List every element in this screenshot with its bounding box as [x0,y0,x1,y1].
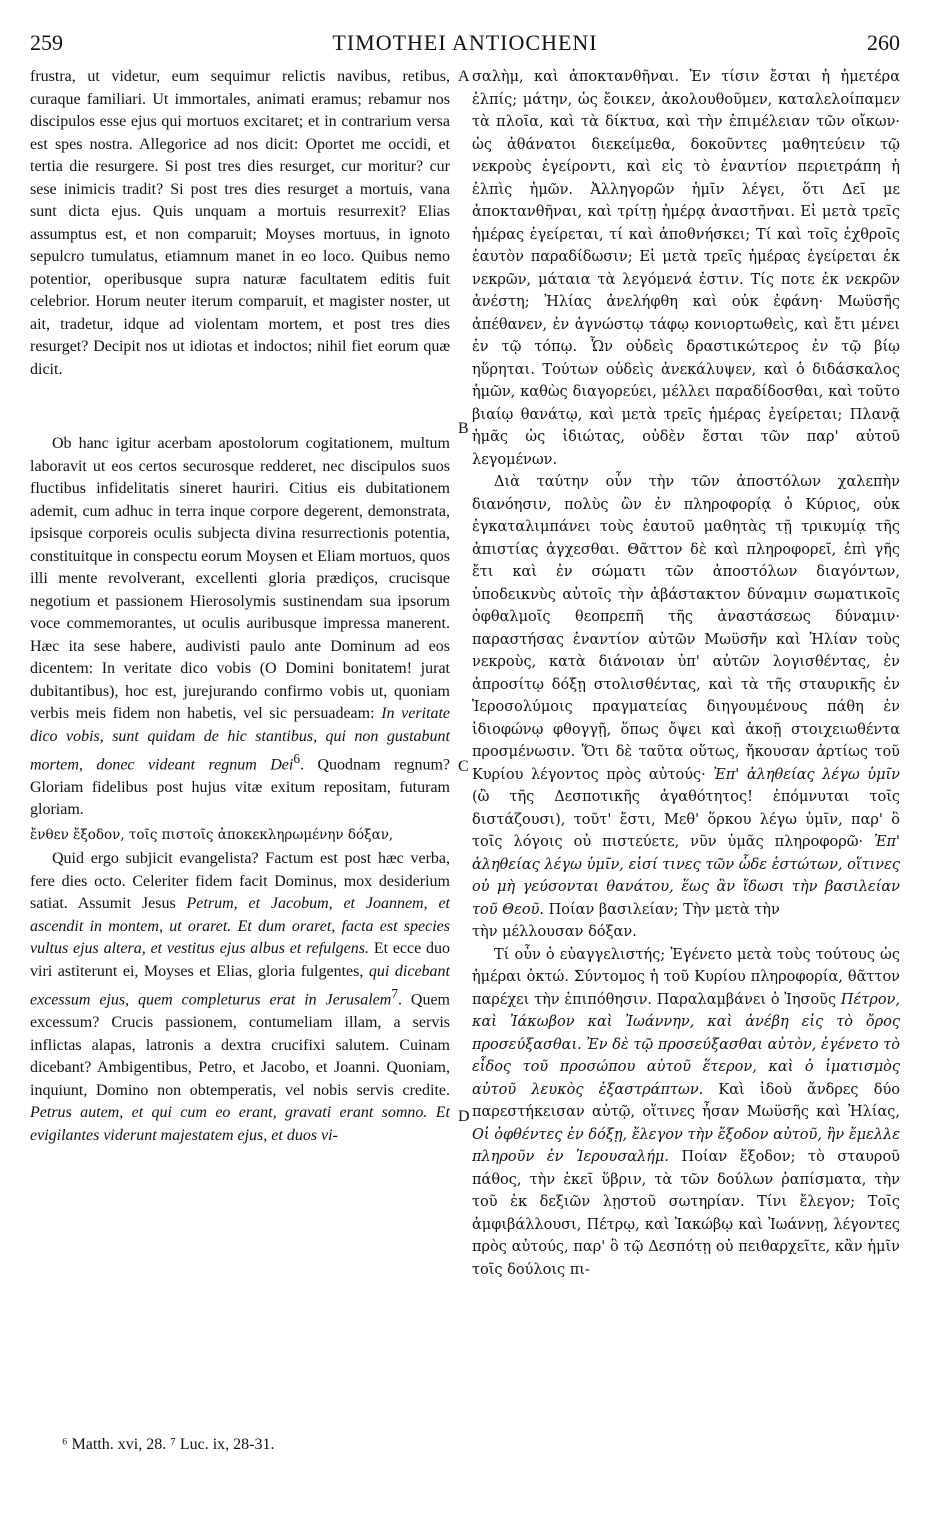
latin-text: . Quodnam regnum? Gloriam fidelibus post hujus vitæ exitum repositam, futuram gloriam. [30,756,450,819]
greek-quote: Οἱ ὀφθέντες ἐν δόξῃ, ἔλεγον τὴν ἔξοδον αὐτοῦ, ἣν ἔμελλε πληροῦν ἐν Ἱερουσαλήμ. [472,1126,900,1165]
greek-paragraph-3 [472,944,900,1282]
latin-text: Et ecce duo viri astiterunt ei, Moyses et Elias, gloria fulgentes, [30,940,451,980]
latin-text: Quid ergo subjicit evangelista? Factum est post hæc verba, fere dies octo. Celeriter fidem facit Dominus, mox desiderium satiat. Assumit Jesus [30,850,450,913]
paragraph-gap [30,381,450,433]
margin-letter-c: C [458,758,469,775]
greek-quote: Ἐπ' ἀληθείας λέγω ὑμῖν, εἰσί τινες τῶν ὧδε ἑστώτων, οἵτινες οὐ μὴ γεύσονται θανάτου, ἕως ἂν ἴδωσι τὴν βασιλείαν τοῦ Θεοῦ. [472,834,900,918]
latin-paragraph-3 [30,848,450,1147]
latin-text: Ob hanc igitur acerbam apostolorum cogitationem, multum laboravit ut eos certos securosque redderet, nec discipulos suos fluctibus infidelitatis sineret hauriri. Citius eis dubitationem ademit, cum adhuc in terra inque corpore degerent, demonstrata, ipsisque corporeis oculis subjecta divina resurrectionis potentia, constituitque in conspectu eorum Moysen et Eliam mortuos, quos illi mente revolverant, excellenti gloria prædiços, crucisque negotium et passionem Hierosolymis sustinendam sua ipsorum voce commemorantes, ut oculis auribusque impressa manerent. Hæc ita sese habere, audivisti paulo ante Dominum ad eos dicentem: In veritate dico vobis (O Domini bonitatem! jurat dubitantibus), hoc est, jurejurando confirmo vobis ut, quoniam verbis meis fidem non habetis, vel sic persuadeam: [30,435,450,722]
latin-paragraph-2 [30,433,450,822]
greek-paragraph-1: σαλὴμ, καὶ ἀποκτανθῆναι. Ἐν τίσιν ἔσται ἡ ἡμετέρα ἐλπίς; μάτην, ὡς ἔοικεν, ἀκολουθοῦμεν, καταλελοίπαμεν τὰ πλοῖα, καὶ τὰ δίκτυα, καὶ τὴν ἐπιμέλειαν τῶν οἴκων· ὡς ἀθάνατοι διεκείμεθα, δοκοῦντες μαθητεύειν τῷ νεκροὺς ἐγείροντι, καὶ εἰς τὸ ἐναντίον περιετράπη ἡ ἐλπὶς ἡμῶν. Ἀλληγορῶν ἡμῖν λέγει, ὅτι Δεῖ με ἀποκτανθῆναι, καὶ τρίτῃ ἡμέρᾳ ἀναστῆναι. Εἰ μετὰ τρεῖς ἡμέρας ἐγείρεται, τί καὶ ἀποθνήσκει; Τί καὶ τοῖς ἐχθροῖς ἑαυτὸν παραδίδωσιν; Εἰ μετὰ τρεῖς ἡμέρας ἐγείρεται ἐκ νεκρῶν, μάταια τὰ λεγόμενά ἐστιν. Τίς ποτε ἐκ νεκρῶν ἀνέστη; Ἠλίας ἀνελήφθη καὶ οὐκ ἐφάνη· Μωϋσῆς ἀπέθανεν, ἐν ἀγνώστῳ τάφῳ κονιορτωθεὶς, καὶ ἔτι μένει ἐν τῷ τόπῳ. Ὧν οὐδεὶς δραστικώτερος ἐν τῷ βίῳ ηὕρηται. Τούτων οὐδεὶς ἀνεκάλυψεν, καὶ ὁ διδάσκαλος ἡμῶν, καθὼς διαγορεύει, μέλλει παραδίδοσθαι, καὶ τοῦτο βιαίῳ θανάτῳ, καὶ μετὰ τρεῖς ἡμέρας ἐγείρεται; Πλανᾷ ἡμᾶς ὡς ἰδιώτας, οὐδὲν ἔσται τῶν παρ' αὐτοῦ λεγομένων. [472,69,900,468]
greek-text: Καὶ ἰδοὺ ἄνδρες δύο παρεστήκεισαν αὐτῷ, οἵτινες ἦσαν Μωϋσῆς καὶ Ἠλίας, [472,1081,900,1120]
running-header [30,30,900,60]
greek-quote: Ἐπ' ἀληθείας λέγω ὑμῖν [713,766,900,783]
greek-text: Τί οὖν ὁ εὐαγγελιστής; Ἐγένετο μετὰ τοὺς τούτους ὡς ἡμέραι ὀκτώ. Σύντομος ἡ τοῦ Κυρίου πληροφορία, θᾶττον παρέχει τὴν ἐπιπόθησιν. Παραλαμβάνει ὁ Ἰησοῦς [472,946,900,1008]
latin-column [30,66,450,1147]
footnotes: ⁶ Matth. xvi, 28. ⁷ Luc. ix, 28-31. [62,1436,275,1453]
greek-text: Διὰ ταύτην οὖν τὴν τῶν ἀποστόλων χαλεπὴν διανόησιν, πολὺς ὢν ἐν πληροφορίᾳ ὁ Κύριος, οὐκ ἐγκαταλιμπάνει τοὺς ἑαυτοῦ μαθητὰς τῇ τρικυμίᾳ τῆς ἀπιστίας ἀγχεσθαι. Θᾶττον δὲ καὶ πληροφορεῖ, ἐπὶ γῆς ἔτι καὶ ἐν σώματι τῶν ἀποστόλων διαγόντων, ὑποδεικνὺς αὐτοῖς τὴν ἀβάστακτον δύναμιν σωματικοῖς ὀφθαλμοῖς θεοπρεπῆ τῆς ἀναστάσεως δύναμιν· παραστήσας ἐναντίον αὐτῶν Μωϋσῆν καὶ Ἠλίαν τοὺς νεκροὺς, κατὰ διάνοιαν ὑπ' αὐτῶν λογισθέντας, ἐν ἀπροσίτῳ δόξῃ στολισθέντας, καὶ τὰ τῆς σταυρικῆς ἐν Ἱεροσολύμοις πραγματείας διηγουμένους πάθη ἐν ἰδιοφώνῳ φθογγῇ, ὅπως ὄψει καὶ ἀκοῇ στοιχειωθέντα προσμένωσιν. Ὅτι δὲ ταῦτα οὕτως, ἤκουσαν ἀρτίως τοῦ Κυρίου λέγοντος πρὸς αὐτούς· [472,474,900,783]
greek-overflow-line: ἔνθεν ἔξοδον, τοῖς πιστοῖς ἀποκεκληρωμένην δόξαν, [30,826,394,843]
margin-letter-a: A [458,68,470,85]
latin-quote: Petrum, et Jacobum, et Joannem, et ascendit in montem, ut oraret. Et dum oraret, facta est species vultus ejus altera, et vestitus ejus albus et refulgens. [30,895,450,958]
greek-text: Ποίαν ἔξοδον; τὸ σταυροῦ πάθος, τὴν ἐκεῖ ὕβριν, τὰ τῶν δούλων ῥαπίσματα, τὴν τοῦ ἐκ δεξιῶν λῃστοῦ σωτηρίαν. Τίνι ἔλεγον; Τοῖς ἀμφιβάλλουσι, Πέτρῳ, καὶ Ἰακώβῳ καὶ Ἰωάννῃ, λέγοντες πρὸς αὐτούς, παρ' ὃ τῷ Δεσπότῃ οὐ πειθαρχεῖτε, κἂν ἡμῖν τοῖς δούλοις πι- [472,1149,900,1278]
margin-letter-d: D [458,1108,470,1125]
latin-paragraph-1: frustra, ut videtur, eum sequimur relictis navibus, retibus, curaque familiari. Ut immortales, animati eramus; rebamur nos discipulos esse ejus qui mortuos excitaret; et in contrarium versa est spes nostra. Allegorice ad nos dicit: Oportet me occidi, et tertia die resurgere. Si post tres dies resurget, cur moritur? cur sese inimicis tradit? Si post tres dies resurget a mortuis, vana sunt dicta ejus. Quis unquam a mortuis resurrexit? Elias assumptus est, et non comparuit; Moyses mortuus, in ignoto sepulcro tumulatus, etiamnum manet in eo loco. Quibus nemo potentior, operibusque supra naturæ facultatem editis fuit celebrior. Horum neuter iterum comparuit, et magister noster, ut ait, tradetur, idque ad violentam mortem, et post tres dies resurget? Decipit nos ut idiotas et indoctos; nihil fiet eorum quæ dicit. [30,68,450,378]
greek-paragraph-2 [472,471,900,921]
greek-column [472,66,900,1281]
footnote-ref: 7 [391,986,398,1002]
latin-quote: qui dicebant excessum ejus, quem completurus erat in Jerusalem [30,962,451,1009]
page-number-right: 260 [867,30,900,55]
greek-continuation-line: τὴν μέλλουσαν δόξαν. [472,924,637,940]
footnote-ref: 6 [293,751,301,766]
margin-letter-b: B [458,420,469,437]
greek-quote: Πέτρον, καὶ Ἰάκωβον καὶ Ἰωάννην, καὶ ἀνέβη εἰς τὸ ὄρος προσεύξασθαι. Ἐν δὲ τῷ προσεύξασθαι αὐτὸν, ἐγένετο τὸ εἶδος τοῦ προσώπου αὐτοῦ ἕτερον, καὶ ὁ ἱματισμὸς αὐτοῦ λευκὸς ἐξαστράπτων. [472,991,900,1098]
greek-text: Ποίαν βασιλείαν; Τὴν μετὰ τὴν [544,901,780,918]
latin-quote: In veritate dico vobis, sunt quidam de hic stantibus, qui non gustabunt mortem, donec videant regnum Dei [30,705,451,774]
page-number-left: 259 [30,30,63,55]
running-title: TIMOTHEI ANTIOCHENI [332,30,598,55]
greek-text: (ὢ τῆς Δεσποτικῆς ἀγαθότητος! ἐπόμνυται τοῖς διστάζουσι), τοῦτ' ἔστι, Μεθ' ὅρκου λέγω ὑμῖν, παρ' ὃ τοῖς λόγοις οὐ πιστεύετε, νῦν ὑμᾶς πληροφορῶ· [472,789,900,850]
latin-quote: Petrus autem, et qui cum eo erant, gravati erant somno. Et evigilantes viderunt majestatem ejus, et duos vi- [30,1104,450,1144]
latin-text: . Quem excessum? Crucis passionem, contumeliam illam, a servis inflictas alapas, latronis a dextra crucifixi salutem. Cuinam dicebant? Ambigentibus, Petro, et Jacobo, et Joanni. Quoniam, inquiunt, Domino non obtemperatis, vel nobis servis credite. [30,991,451,1099]
